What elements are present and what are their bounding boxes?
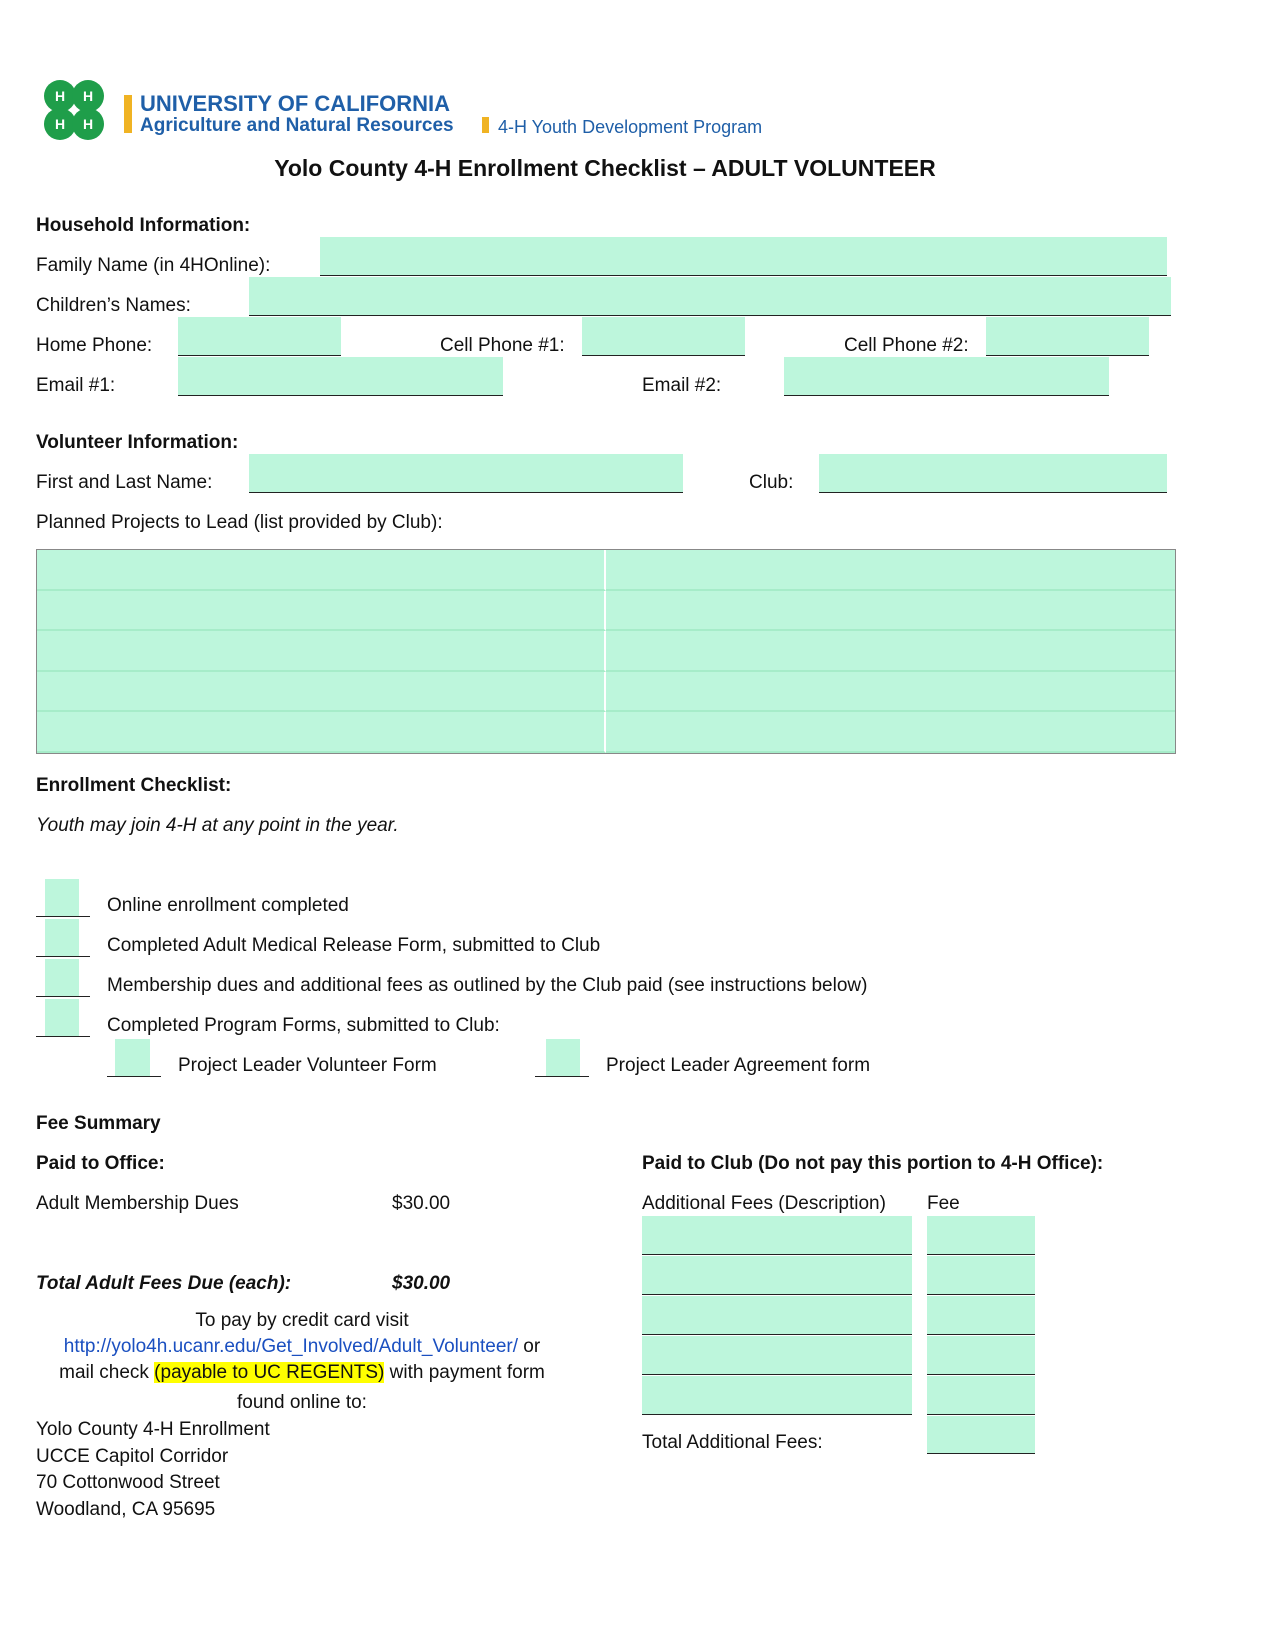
checkbox-agreement-form[interactable] — [546, 1039, 580, 1077]
checkbox-line — [36, 916, 90, 917]
4h-clover-logo — [38, 76, 110, 146]
fee-description-field[interactable] — [642, 1376, 912, 1415]
desc-header: Additional Fees (Description) — [642, 1193, 886, 1214]
paid-to-club-heading: Paid to Club (Do not pay this portion to 4-H Office): — [642, 1153, 1104, 1174]
org-division: Agriculture and Natural Resources — [140, 115, 454, 136]
cell-phone-2-label: Cell Phone #2: — [844, 335, 969, 356]
email-1-field[interactable] — [178, 357, 503, 396]
project-cell[interactable] — [37, 550, 606, 591]
checkbox-medical-release[interactable] — [45, 919, 79, 957]
svg-text:H: H — [82, 116, 94, 132]
fee-amount-field[interactable] — [927, 1296, 1035, 1335]
checkbox-dues-paid[interactable] — [45, 959, 79, 997]
volunteer-heading: Volunteer Information: — [36, 432, 239, 453]
email-2-field[interactable] — [784, 357, 1109, 396]
project-cell[interactable] — [606, 712, 1175, 753]
family-name-field[interactable] — [320, 237, 1167, 276]
pay-instructions-line2 — [0, 1335, 604, 1359]
fee-description-field[interactable] — [642, 1216, 912, 1255]
cell-phone-1-field[interactable] — [582, 317, 745, 356]
svg-text:H: H — [54, 88, 66, 104]
total-fees-label: Total Adult Fees Due (each): — [36, 1273, 292, 1294]
cell-phone-2-field[interactable] — [986, 317, 1149, 356]
program-name: 4-H Youth Development Program — [498, 117, 763, 137]
pay-text: with payment form — [384, 1362, 545, 1383]
project-cell[interactable] — [606, 672, 1175, 713]
address-line: Woodland, CA 95695 — [36, 1499, 216, 1520]
fee-description-field[interactable] — [642, 1256, 912, 1295]
checkbox-line — [36, 996, 90, 997]
household-heading: Household Information: — [36, 215, 251, 236]
checkbox-online-enrollment[interactable] — [45, 879, 79, 917]
planned-projects-table — [36, 549, 1176, 754]
checklist-sub-item: Project Leader Agreement form — [606, 1055, 871, 1076]
home-phone-label: Home Phone: — [36, 335, 153, 356]
project-cell[interactable] — [37, 672, 606, 713]
club-label: Club: — [749, 472, 794, 493]
project-cell[interactable] — [606, 631, 1175, 672]
total-fees-amount: $30.00 — [392, 1273, 451, 1294]
project-cell[interactable] — [37, 631, 606, 672]
children-names-label: Children’s Names: — [36, 295, 191, 316]
project-cell[interactable] — [606, 550, 1175, 591]
checkbox-program-forms[interactable] — [45, 999, 79, 1037]
checkbox-line — [107, 1076, 161, 1077]
cell-phone-1-label: Cell Phone #1: — [440, 335, 565, 356]
total-additional-field[interactable] — [927, 1416, 1035, 1454]
svg-text:H: H — [54, 116, 66, 132]
fee-amount-field[interactable] — [927, 1336, 1035, 1375]
fee-amount-field[interactable] — [927, 1376, 1035, 1415]
address-line: 70 Cottonwood Street — [36, 1472, 220, 1493]
club-field[interactable] — [819, 454, 1167, 493]
checklist-note: Youth may join 4-H at any point in the year. — [36, 815, 399, 836]
email-2-label: Email #2: — [642, 375, 722, 396]
checklist-item: Completed Program Forms, submitted to Club: — [107, 1015, 500, 1036]
project-cell[interactable] — [37, 591, 606, 632]
volunteer-name-label: First and Last Name: — [36, 472, 213, 493]
gold-bar-icon — [124, 95, 132, 133]
checkbox-line — [36, 1036, 90, 1037]
checkbox-volunteer-form[interactable] — [115, 1039, 150, 1077]
org-name: UNIVERSITY OF CALIFORNIA — [140, 91, 451, 116]
family-name-label: Family Name (in 4HOnline): — [36, 255, 271, 276]
gold-bar-small-icon — [482, 117, 489, 133]
pay-or: or — [518, 1336, 541, 1357]
dues-amount: $30.00 — [392, 1193, 451, 1214]
volunteer-name-field[interactable] — [249, 454, 683, 493]
paid-to-office-heading: Paid to Office: — [36, 1153, 165, 1174]
home-phone-field[interactable] — [178, 317, 341, 356]
total-additional-label: Total Additional Fees: — [642, 1432, 823, 1453]
payment-link[interactable]: http://yolo4h.ucanr.edu/Get_Involved/Adult_Volunteer/ — [63, 1336, 519, 1357]
fee-header: Fee — [927, 1193, 960, 1214]
payable-highlight: (payable to UC REGENTS) — [154, 1362, 385, 1383]
fee-summary-heading: Fee Summary — [36, 1113, 161, 1134]
svg-text:H: H — [82, 88, 94, 104]
checklist-heading: Enrollment Checklist: — [36, 775, 232, 796]
project-cell[interactable] — [37, 712, 606, 753]
project-cell[interactable] — [606, 591, 1175, 632]
checklist-item: Online enrollment completed — [107, 895, 349, 916]
pay-instructions-line4: found online to: — [237, 1392, 367, 1413]
pay-instructions-line3 — [0, 1361, 604, 1385]
fee-description-field[interactable] — [642, 1296, 912, 1335]
checklist-item: Membership dues and additional fees as outlined by the Club paid (see instructions below) — [107, 975, 868, 996]
children-names-field[interactable] — [249, 277, 1171, 316]
checklist-sub-item: Project Leader Volunteer Form — [178, 1055, 437, 1076]
checkbox-line — [535, 1076, 589, 1077]
checkbox-line — [36, 956, 90, 957]
dues-label: Adult Membership Dues — [36, 1193, 239, 1214]
page-title: Yolo County 4-H Enrollment Checklist – ADULT VOLUNTEER — [274, 155, 936, 181]
address-line: Yolo County 4-H Enrollment — [36, 1419, 270, 1440]
pay-text: mail check — [59, 1362, 155, 1383]
fee-description-field[interactable] — [642, 1336, 912, 1375]
fee-amount-field[interactable] — [927, 1256, 1035, 1295]
email-1-label: Email #1: — [36, 375, 116, 396]
address-line: UCCE Capitol Corridor — [36, 1446, 229, 1467]
planned-projects-label: Planned Projects to Lead (list provided by Club): — [36, 512, 443, 533]
fee-amount-field[interactable] — [927, 1216, 1035, 1255]
pay-instructions-line1: To pay by credit card visit — [195, 1310, 409, 1331]
checklist-item: Completed Adult Medical Release Form, submitted to Club — [107, 935, 601, 956]
